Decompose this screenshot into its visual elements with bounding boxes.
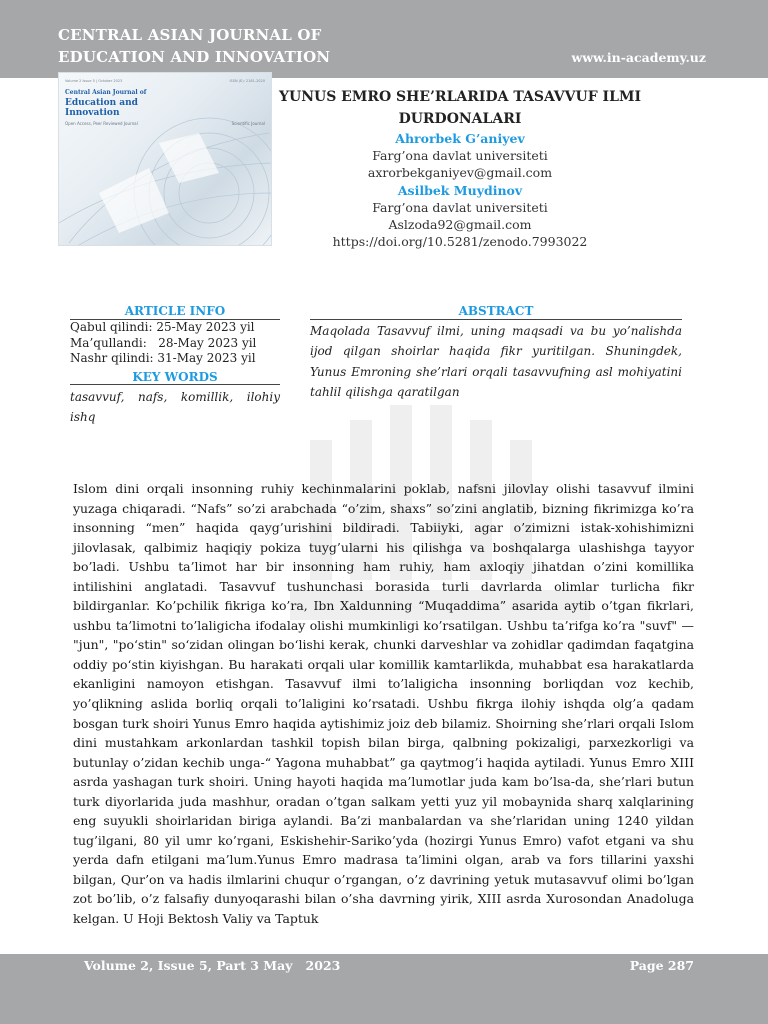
author-block: [250, 130, 670, 250]
article-info-heading: ARTICLE INFO: [124, 304, 226, 318]
paper-title: YUNUS EMRO SHE’RLARIDA TASAVVUF ILMI DURDONALARI: [278, 89, 641, 127]
author2-email[interactable]: Aslzoda92@gmail.com: [388, 217, 532, 233]
cover-title-line2: Education and: [65, 98, 138, 108]
cover-topline: [65, 79, 265, 83]
cover-scientific: Scientific Journal: [231, 121, 265, 126]
journal-website[interactable]: www.in-academy.uz: [571, 50, 706, 65]
author2-name: Asilbek Muydinov: [397, 182, 523, 198]
footer-page-number: Page 287: [629, 958, 694, 973]
abstract-panel: [310, 304, 682, 403]
cover-issn: ISSN (E): 2181-2020: [229, 79, 265, 83]
cover-volume: Volume 2 Issue 5 | October 2023: [65, 79, 123, 83]
published-date: Nashr qilindi: 31-May 2023 yil: [70, 351, 256, 365]
author2-affiliation: Farg’ona davlat universiteti: [372, 199, 548, 215]
cover-title-line1: Central Asian Journal of: [65, 89, 147, 96]
abstract-text: Maqolada Tasavvuf ilmi, uning maqsadi va bu yo’nalishda ijod qilgan shoirlar haqida fikr yuritilgan. Shuningdek, Yunus Emroning she’rlari orqali tasavvufning asl mohiyatini tahlil qilishga qaratilgan: [310, 324, 682, 400]
abstract-heading: ABSTRACT: [458, 304, 534, 318]
journal-title: CENTRAL ASIAN JOURNAL OF EDUCATION AND INNOVATION: [58, 26, 331, 66]
body-paragraph: Islom dini orqali insonning ruhiy kechinmalarini poklab, nafsni jilovlay olishi tasavvuf ilmini yuzaga chiqaradi. “Nafs” so’zi arabchada “o’zim, shaxs” so’zini anglatib, bizning fikrimizga ko’ra insonning “men” haqida qayg’urishini bildiradi. Tabiiyki, agar o’zimizni istak-xohishimizni jilovlasak, qalbimiz haqiqiy pokiza tuyg’ularni his qilishga va boshqalarga ulashishga tayyor bo’ladi. Ushbu ta’limot har bir insonning ham ruhiy, ham axloqiy jihatdan o’zini komillika intilishini anglatadi. Tasavvuf tushunchasi borasida turli davrlarda olimlar turlicha fikr bildirganlar. Ko’pchilik fikriga ko’ra, Ibn Xaldunning “Muqaddima” asarida aytib o’tgan fikrlari, ushbu ta’limotni to’laligicha ifodalay olishi mumkinligi ko’rsatilgan. Ushbu ta’rifga ko’ra "suvf" — "jun", "po‘stin" so‘zidan olingan bo‘lishi kerak, chunki darveshlar va zohidlar qadimdan faqatgina oddiy po‘stin kiyishgan. Bu harakati orqali ular komillik kamtarlikda, muhabbat esa harakatlarda ekanligini namoyon etishgan. Tasavvuf ilmi to’laligicha insonning borliqdan voz kechib, yo’qlikning aslida borliq orqali to’laligini ko’rsatadi. Ushbu fikrga ilohiy ishqda olg’a qadam bosgan turk shoiri Yunus Emro haqida aytishimiz joiz deb bilamiz. Shoirning she’rlari orqali Islom dini mustahkam arkonlardan tashkil topish bilan birga, qalbning pokizaligi, parxezkorligi va butunlay o’zidan kechib unga-“ Yagona muhabbat” ga qaytmog’i haqida aytiladi. Yunus Emro XIII asrda yashagan turk shoiri. Uning hayoti haqida ma’lumotlar juda kam bo’lsa-da, she’rlari butun turk diyorlarida juda mashhur, oradan o’tgan salkam yetti yuz yil mobaynida sharq xalqlarining eng suyukli shoirlaridan biriga aylandi. Ba’zi manbalardan va she’rlaridan uning 1240 yildan tug’ilgani, 80 yil umr ko’rgani, Eskishehir-Sariko’yda (hozirgi Yunus Emro) vafot etgani va shu yerda dafn etilgani ma’lum.Yunus Emro madrasa ta’limini olgan, arab va fors tillarini yaxshi bilgan, Qur’on va hadis ilmlarini chuqur o’rgangan, o’z davrining yetuk mutasavvuf olimi bo’lgan zot bo’lib, o’z falsafiy dunyoqarashi bilan o’sha davrning yirik, XIII asrda Xurosondan Anadoluga kelgan. U Hoji Bektosh Valiy va Taptuk: [73, 481, 694, 927]
doi-link[interactable]: https://doi.org/10.5281/zenodo.7993022: [332, 234, 588, 250]
author1-name: Ahrorbek G’aniyev: [395, 131, 525, 146]
keywords-line2: ishq: [70, 409, 96, 424]
cover-title: [65, 87, 225, 118]
author1-affiliation: Farg’ona davlat universiteti: [372, 148, 548, 164]
journal-cover-image: [58, 72, 272, 246]
received-date: Qabul qilindi: 25-May 2023 yil: [70, 320, 255, 334]
cover-access: Open Access, Peer Reviewed Journal: [65, 121, 138, 126]
cover-subtitle: [65, 121, 265, 126]
revised-date: Ma’qullandi: 28-May 2023 yil: [70, 335, 257, 350]
footer-issue: Volume 2, Issue 5, Part 3 May 2023: [84, 958, 341, 973]
article-info-panel: [70, 304, 280, 427]
keywords-line1: tasavvuf, nafs, komillik, ilohiy: [70, 384, 280, 407]
keywords-heading: KEY WORDS: [132, 369, 218, 384]
author1-email[interactable]: axrorbekganiyev@gmail.com: [367, 165, 553, 181]
cover-title-line3: Innovation: [65, 108, 120, 118]
